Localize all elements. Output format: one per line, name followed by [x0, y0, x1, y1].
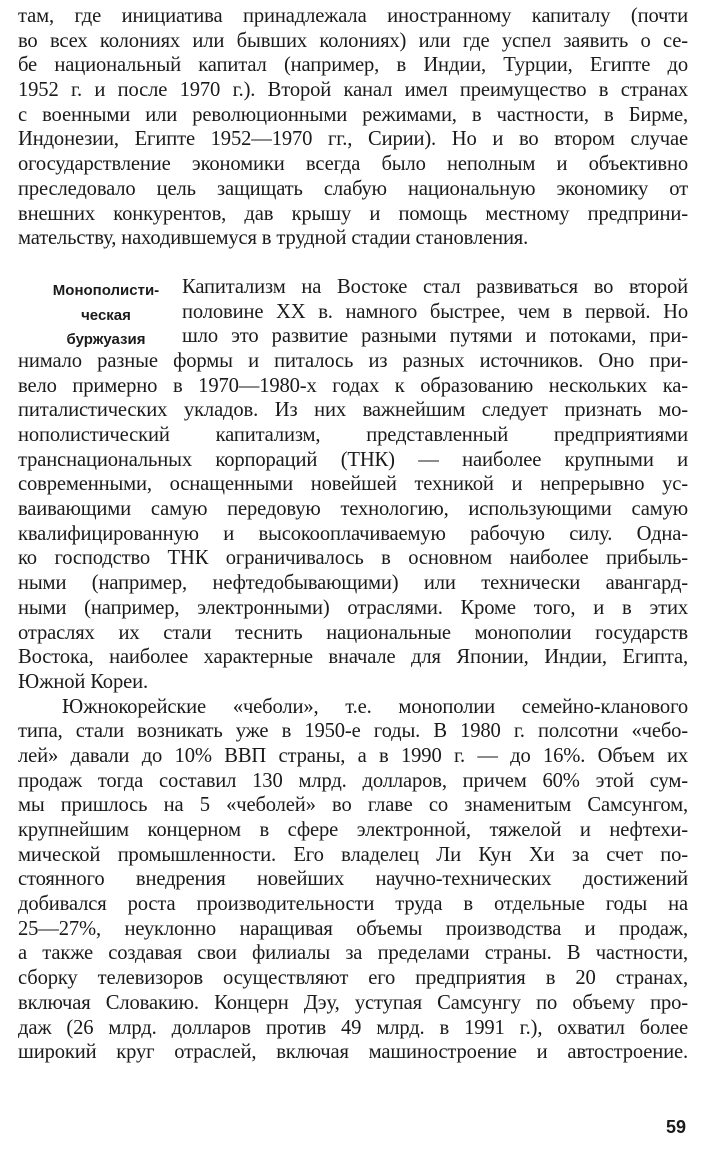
text-line: нополистический капитализм, представленный предприятиями — [18, 424, 688, 446]
text-line: бе национальный капитал (например, в Индии, Турции, Египте до — [18, 54, 688, 77]
text-line: Южнокорейские «чеболи», т.е. монополии семейно-кланового — [62, 695, 688, 718]
text-line: мы пришлось на 5 «чеболей» во главе со знаменитым Самсунгом, — [18, 794, 688, 817]
text-line: огосударствление экономики всегда было неполным и объективно — [18, 153, 688, 176]
text-line: лей» давали до 10% ВВП страны, а в 1990 г. — до 16%. Объем их — [18, 744, 688, 767]
text-line: там, где инициатива принадлежала иностранному капиталу (почти — [18, 5, 688, 27]
paragraph-1 — [18, 4, 688, 251]
text-line: Капитализм на Востоке стал развиваться во второй — [182, 275, 688, 298]
text-line: мательству, находившемуся в трудной стадии становления. — [18, 227, 529, 250]
text-line: с военными или революционными режимами, в частности, в Бирме, — [18, 103, 688, 126]
text-line: сборку телевизоров осуществляют его предприятия в 20 странах, — [18, 967, 688, 990]
text-line: продаж тогда составил 130 млрд. долларов, причем 60% этой сум- — [18, 769, 688, 792]
text-line: ными (например, нефтедобывающими) или технически авангард- — [18, 572, 688, 595]
text-line: Индонезии, Египте 1952—1970 гг., Сирии). Но и во втором случае — [18, 128, 688, 151]
text-line: 25—27%, неуклонно наращивая объемы производства и продаж, — [18, 917, 688, 940]
text-line: Южной Кореи. — [18, 670, 148, 693]
text-line: а также создавая свои филиалы за пределами страны. В частности, — [18, 942, 688, 965]
text-line: питалистических укладов. Из них важнейшим следует признать мо- — [18, 399, 688, 422]
text-line: включая Словакию. Концерн Дэу, уступая Самсунгу по объему про- — [18, 991, 688, 1014]
text-line: преследовало цель защищать слабую национальную экономику от — [18, 177, 688, 200]
text-line: даж (26 млрд. долларов против 49 млрд. в 1991 г.), охватил более — [18, 1016, 688, 1039]
text-line: Востока, наиболее характерные вначале для Японии, Индии, Египта, — [18, 646, 688, 669]
text-line: половине XX в. намного быстрее, чем в первой. Но — [182, 300, 688, 323]
section-gap — [18, 251, 688, 275]
text-line: типа, стали возникать уже в 1950-е годы. В 1980 г. полсотни «чебо- — [18, 720, 688, 743]
text-line: шло это развитие разными путями и потоками, при- — [182, 325, 688, 348]
text-line: вело примерно в 1970—1980-х годах к образованию нескольких ка- — [18, 374, 688, 397]
section-margin-title — [36, 279, 176, 353]
text-line: транснациональных корпораций (ТНК) — наиболее крупными и — [18, 448, 688, 471]
text-line: мической промышленности. Его владелец Ли Кун Хи за счет по- — [18, 843, 688, 866]
section-title-line: ческая — [81, 306, 131, 324]
text-line: крупнейшим концерном в сфере электронной, тяжелой и нефтехи- — [18, 819, 688, 841]
text-line: квалифицированную и высокооплачиваемую рабочую силу. Одна- — [18, 522, 688, 545]
text-line: нимало разные формы и питалось из разных источников. Оно при- — [18, 349, 688, 372]
text-line: отраслях их стали теснить национальные монополии государств — [18, 621, 688, 644]
page-number: 59 — [665, 1117, 686, 1137]
text-line: внешних конкурентов, дав крышу и помощь местному предприни- — [18, 202, 688, 225]
text-line: 1952 г. и после 1970 г.). Второй канал имел преимущество в странах — [18, 79, 688, 102]
text-line: стоянного внедрения новейших научно-технических достижений — [18, 868, 688, 891]
text-line: добивался роста производительности труда в отдельные годы на — [18, 893, 688, 916]
text-line: ко господство ТНК ограничивалось в основном наиболее прибыль- — [18, 547, 688, 570]
text-line: широкий круг отраслей, включая машиностроение и автостроение. — [18, 1041, 688, 1064]
section-title-line: буржуазия — [66, 331, 146, 349]
section-title-line: Монополисти- — [52, 281, 160, 299]
text-line: современными, оснащенными новейшей техникой и непрерывно ус- — [18, 473, 688, 496]
paragraph-3 — [18, 695, 688, 1065]
text-line: во всех колониях или бывших колониях) или где успел заявить о се- — [18, 29, 688, 52]
text-line: ными (например, электронными) отраслями. Кроме того, и в этих — [18, 596, 688, 619]
page-body — [18, 4, 688, 1065]
section-monopolistic-bourgeoisie — [18, 275, 688, 695]
text-line: ваивающими самую передовую технологию, использующими самую — [18, 498, 688, 521]
